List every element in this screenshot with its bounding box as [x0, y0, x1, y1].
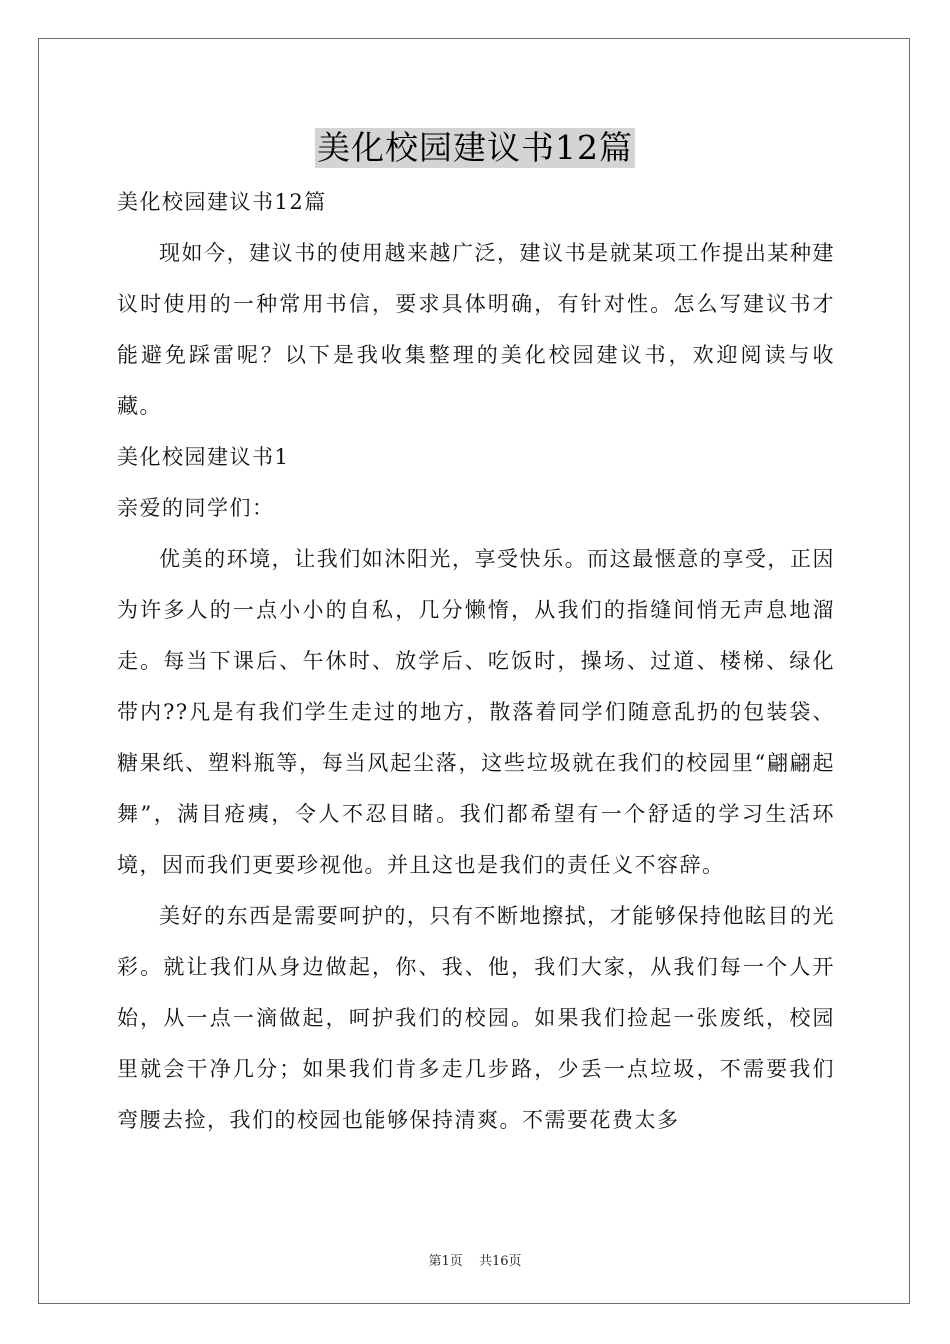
- section-heading: 美化校园建议书1: [117, 445, 290, 469]
- salutation: 亲爱的同学们：: [117, 496, 275, 520]
- document-title: 美化校园建议书12篇: [317, 128, 633, 167]
- document-subtitle: 美化校园建议书12篇: [117, 190, 327, 214]
- document-body: [117, 177, 835, 1146]
- page-number-current: 第1页: [428, 1254, 463, 1269]
- body-paragraph-1: 优美的环境，让我们如沐阳光，享受快乐。而这最惬意的享受，正因为许多人的一点小小的自私，几分懒惰，从我们的指缝间悄无声息地溜走。每当下课后、午休时、放学后、吃饭时，操场、过道、楼梯、绿化带内??凡是有我们学生走过的地方，散落着同学们随意乱扔的包装袋、糖果纸、塑料瓶等，每当风起尘落，这些垃圾就在我们的校园里“翩翩起舞”，满目疮痍，令人不忍目睹。我们都希望有一个舒适的学习生活环境，因而我们更要珍视他。并且这也是我们的责任义不容辞。: [117, 547, 835, 877]
- page-number-total: 共16页: [478, 1254, 522, 1269]
- title-container: [0, 128, 950, 168]
- page-footer: [0, 1250, 950, 1269]
- body-paragraph-2: 美好的东西是需要呵护的，只有不断地擦拭，才能够保持他眩目的光彩。就让我们从身边做起，你、我、他，我们大家，从我们每一个人开始，从一点一滴做起，呵护我们的校园。如果我们捡起一张废纸，校园里就会干净几分；如果我们肯多走几步路，少丢一点垃圾，不需要我们弯腰去捡，我们的校园也能够保持清爽。不需要花费太多: [117, 904, 835, 1132]
- intro-paragraph: 现如今，建议书的使用越来越广泛，建议书是就某项工作提出某种建议时使用的一种常用书信，要求具体明确，有针对性。怎么写建议书才能避免踩雷呢？以下是我收集整理的美化校园建议书，欢迎阅读与收藏。: [117, 241, 835, 418]
